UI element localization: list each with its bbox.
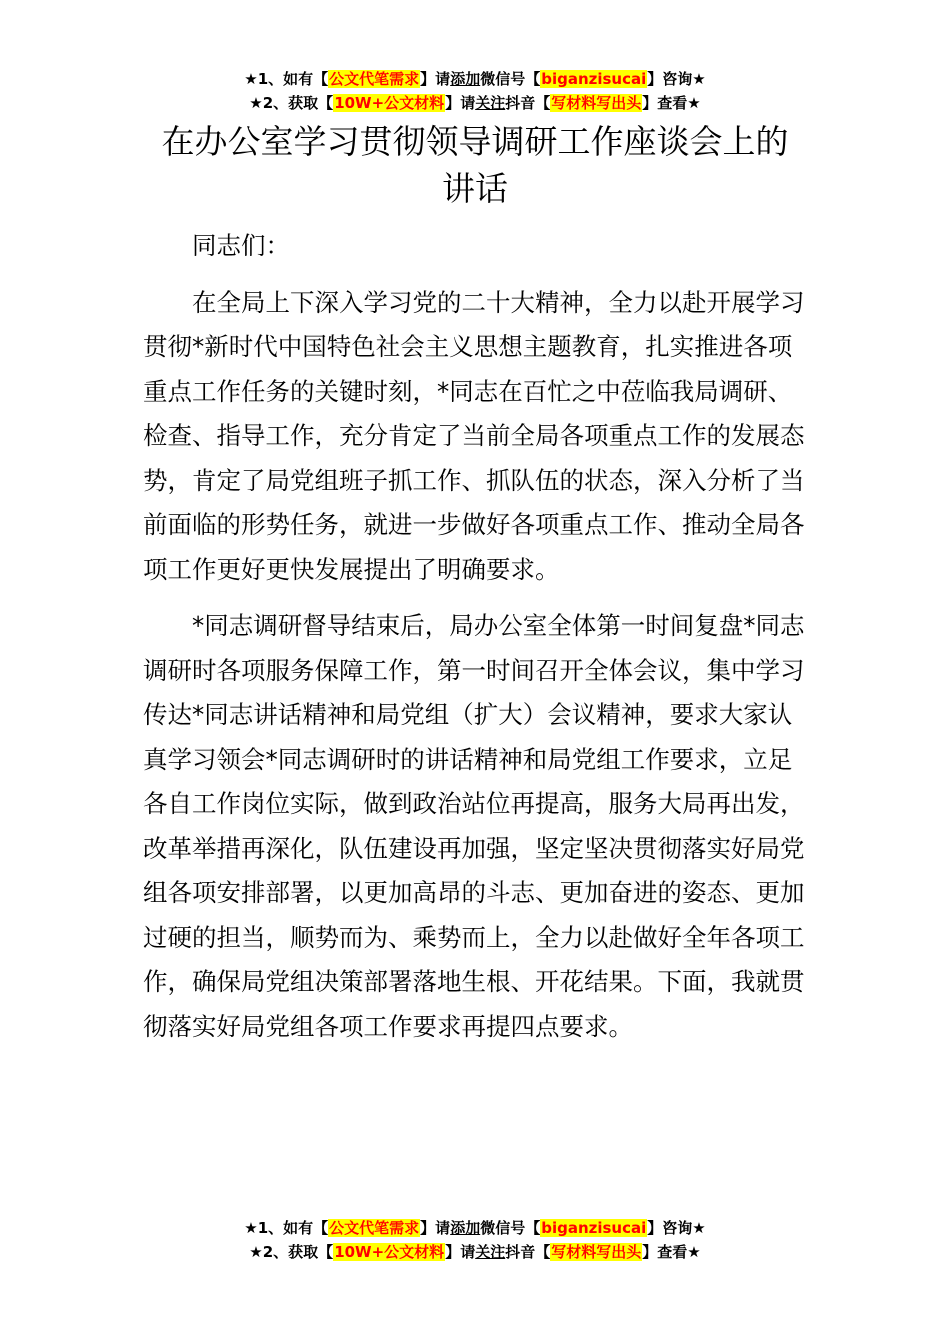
promo-line-2 xyxy=(0,1240,950,1264)
promo-text: 】请 xyxy=(420,1219,451,1237)
title-line-2: 讲话 xyxy=(442,169,508,208)
promo-highlight: 公文代笔需求 xyxy=(329,1219,420,1237)
promo-text: 】咨询★ xyxy=(647,70,706,88)
promo-text: 】请 xyxy=(420,70,451,88)
salutation: 同志们： xyxy=(192,231,290,260)
promo-text: 】咨询★ xyxy=(647,1219,706,1237)
promo-text: ★1、如有【 xyxy=(244,70,329,88)
document-title xyxy=(0,118,950,212)
promo-highlight: 10W+公文材料 xyxy=(334,94,445,112)
promo-highlight: 公文代笔需求 xyxy=(329,70,420,88)
promo-line-1 xyxy=(0,1216,950,1240)
document-body xyxy=(143,224,811,1049)
promo-underlined: 关注 xyxy=(475,1243,506,1261)
promo-text: 】查看★ xyxy=(642,1243,701,1261)
header-promo-banner xyxy=(0,67,950,115)
promo-text: ★2、获取【 xyxy=(249,1243,334,1261)
title-line-1: 在办公室学习贯彻领导调研工作座谈会上的 xyxy=(161,122,789,161)
body-paragraph-2: *同志调研督导结束后，局办公室全体第一时间复盘*同志调研时各项服务保障工作，第一时间召开全体会议，集中学习传达*同志讲话精神和局党组（扩大）会议精神，要求大家认真学习领会*同志调研时的讲话精神和局党组工作要求，立足各自工作岗位实际，做到政治站位再提高，服务大局再出发，改革举措再深化，队伍建设再加强，坚定坚决贯彻落实好局党组各项安排部署，以更加高昂的斗志、更加奋进的姿态、更加过硬的担当，顺势而为、乘势而上，全力以赴做好全年各项工作，确保局党组决策部署落地生根、开花结果。下面，我就贯彻落实好局党组各项工作要求再提四点要求。 xyxy=(143,611,805,1041)
body-paragraph-1: 在全局上下深入学习党的二十大精神，全力以赴开展学习贯彻*新时代中国特色社会主义思想主题教育，扎实推进各项重点工作任务的关键时刻，*同志在百忙之中莅临我局调研、检查、指导工作，充分肯定了当前全局各项重点工作的发展态势，肯定了局党组班子抓工作、抓队伍的状态，深入分析了当前面临的形势任务，就进一步做好各项重点工作、推动全局各项工作更好更快发展提出了明确要求。 xyxy=(143,287,805,584)
promo-highlight: biganzisucai xyxy=(541,70,647,88)
promo-underlined: 添加 xyxy=(450,70,481,88)
promo-text: ★1、如有【 xyxy=(244,1219,329,1237)
promo-text: 抖音【 xyxy=(505,94,551,112)
footer-promo-banner xyxy=(0,1216,950,1264)
promo-highlight: 10W+公文材料 xyxy=(334,1243,445,1261)
promo-text: 】请 xyxy=(445,1243,476,1261)
promo-underlined: 关注 xyxy=(475,94,506,112)
promo-line-1 xyxy=(0,67,950,91)
promo-text: 】查看★ xyxy=(642,94,701,112)
promo-text: 抖音【 xyxy=(505,1243,551,1261)
promo-highlight: biganzisucai xyxy=(541,1219,647,1237)
promo-line-2 xyxy=(0,91,950,115)
promo-underlined: 添加 xyxy=(450,1219,481,1237)
promo-text: 】请 xyxy=(445,94,476,112)
promo-text: 微信号【 xyxy=(480,1219,541,1237)
promo-text: ★2、获取【 xyxy=(249,94,334,112)
promo-highlight: 写材料写出头 xyxy=(551,94,642,112)
promo-highlight: 写材料写出头 xyxy=(551,1243,642,1261)
promo-text: 微信号【 xyxy=(480,70,541,88)
